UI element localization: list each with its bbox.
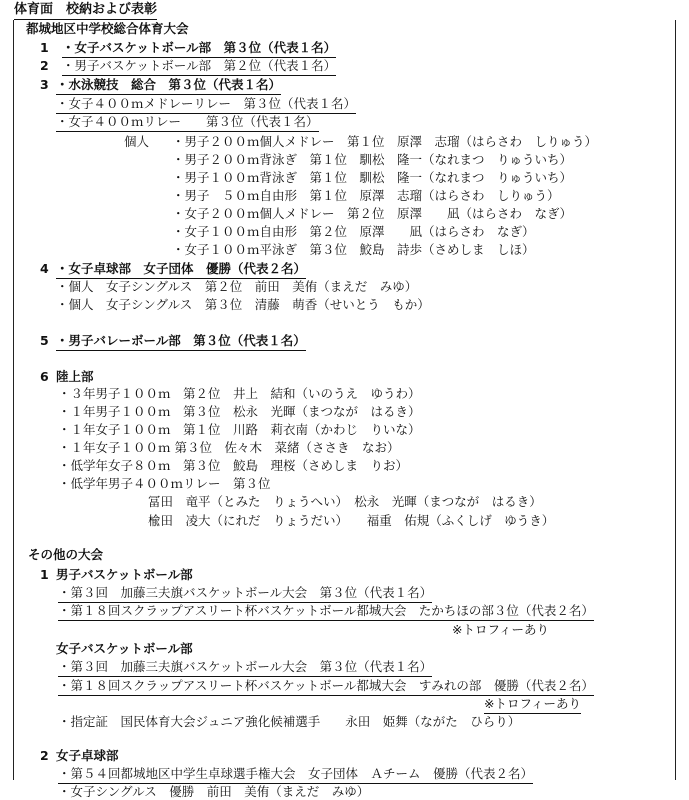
other-boys-basketball: 男子バスケットボール部: [56, 567, 193, 582]
swim-individual-row: ・女子２００ｍ個人メドレー 第２位 原澤 凪（はらさわ なぎ）: [172, 206, 573, 221]
trophy-note: ※トロフィーあり: [452, 622, 549, 637]
item-number-4: 4: [40, 261, 49, 276]
section1-heading: 都城地区中学校総合体育大会: [26, 21, 189, 36]
track-row: ・１年女子１００ｍ 第３位 佐々木 菜緒（ささき なお）: [58, 440, 400, 455]
boys-bb-row: ・第３回 加藤三夫旗バスケットボール大会 第３位（代表１名）: [58, 585, 432, 603]
relay-members-row: 冨田 竜平（とみた りょうへい） 松永 光暉（まつなが はるき）: [148, 494, 542, 509]
track-row: ・１年女子１００ｍ 第１位 川路 莉衣南（かわじ りいな）: [58, 422, 421, 437]
girls-basketball-heading: 女子バスケットボール部: [56, 641, 193, 656]
swim-individual-row: ・男子２００ｍ個人メドレー 第１位 原澤 志瑠（はらさわ しりゅう）: [172, 134, 598, 149]
item-number-2: 2: [40, 58, 49, 73]
item-number-1: 1: [40, 40, 49, 55]
document-title: 体育面 校納および表彰: [14, 2, 157, 20]
individual-label: 個人: [124, 134, 150, 149]
item-number-6: 6: [40, 369, 49, 384]
item-girls-basketball: ・女子バスケットボール部 第３位（代表１名）: [62, 40, 336, 58]
tt-row: ・第５４回都城地区中学生卓球選手権大会 女子団体 Ａチーム 優勝（代表２名）: [58, 766, 533, 784]
item-track: 陸上部: [56, 369, 94, 384]
item-girls-table-tennis: ・女子卓球部 女子団体 優勝（代表２名）: [56, 261, 306, 279]
swim-individual-row: ・女子１００ｍ平泳ぎ 第３位 鮫島 詩歩（さめしま しほ）: [172, 242, 535, 257]
girls-bb-row: ・第１８回スクラップアスリート杯バスケットボール都城大会 すみれの部 優勝（代表２名）: [58, 678, 594, 696]
section2-heading: その他の大会: [28, 547, 104, 562]
item-boys-basketball: ・男子バスケットボール部 第２位（代表１名）: [62, 58, 336, 76]
swim-individual-row: ・女子１００ｍ自由形 第２位 原澤 凪（はらさわ なぎ）: [172, 224, 535, 239]
trophy-note: ※トロフィーあり: [484, 696, 581, 714]
item-swimming: ・水泳競技 総合 第３位（代表１名）: [56, 77, 281, 95]
tt-row: ・女子シングルス 優勝 前田 美侑（まえだ みゆ）: [58, 784, 370, 799]
boys-bb-row: ・第１８回スクラップアスリート杯バスケットボール都城大会 たかちほの部３位（代表２名）: [58, 603, 594, 621]
track-row: ・３年男子１００ｍ 第２位 井上 結和（いのうえ ゆうわ）: [58, 386, 421, 401]
designated-certificate: ・指定証 国民体育大会ジュニア強化候補選手 永田 姫舞（ながた ひらり）: [58, 714, 521, 729]
other-item-number-1: 1: [40, 567, 49, 582]
girls-bb-row: ・第３回 加藤三夫旗バスケットボール大会 第３位（代表１名）: [58, 659, 432, 677]
swim-relay-2: ・女子４００ｍリレー 第３位（代表１名）: [56, 114, 319, 132]
other-item-number-2: 2: [40, 748, 49, 763]
swim-relay-1: ・女子４００ｍメドレーリレー 第３位（代表１名）: [56, 96, 356, 114]
item-boys-volleyball: ・男子バレーボール部 第３位（代表１名）: [56, 333, 306, 351]
swim-individual-row: ・男子 ５０ｍ自由形 第１位 原澤 志瑠（はらさわ しりゅう）: [172, 188, 560, 203]
track-row: ・低学年女子８０ｍ 第３位 鮫島 理桜（さめしま りお）: [58, 458, 409, 473]
item-number-3: 3: [40, 77, 49, 92]
swim-individual-row: ・男子１００ｍ背泳ぎ 第１位 馴松 隆一（なれまつ りゅういち）: [172, 170, 573, 185]
swim-individual-row: ・男子２００ｍ背泳ぎ 第１位 馴松 隆一（なれまつ りゅういち）: [172, 152, 573, 167]
track-row: ・低学年男子４００ｍリレー 第３位: [58, 476, 271, 491]
relay-members-row: 楡田 凌大（にれだ りょうだい） 福重 佑規（ふくしげ ゆうき）: [148, 513, 555, 528]
table-tennis-row: ・個人 女子シングルス 第２位 前田 美侑（まえだ みゆ）: [56, 279, 418, 294]
other-girls-table-tennis: 女子卓球部: [56, 748, 119, 763]
track-row: ・１年男子１００ｍ 第３位 松永 光暉（まつなが はるき）: [58, 404, 421, 419]
table-tennis-row: ・個人 女子シングルス 第３位 清藤 萌香（せいとう もか）: [56, 297, 430, 312]
item-number-5: 5: [40, 333, 49, 348]
